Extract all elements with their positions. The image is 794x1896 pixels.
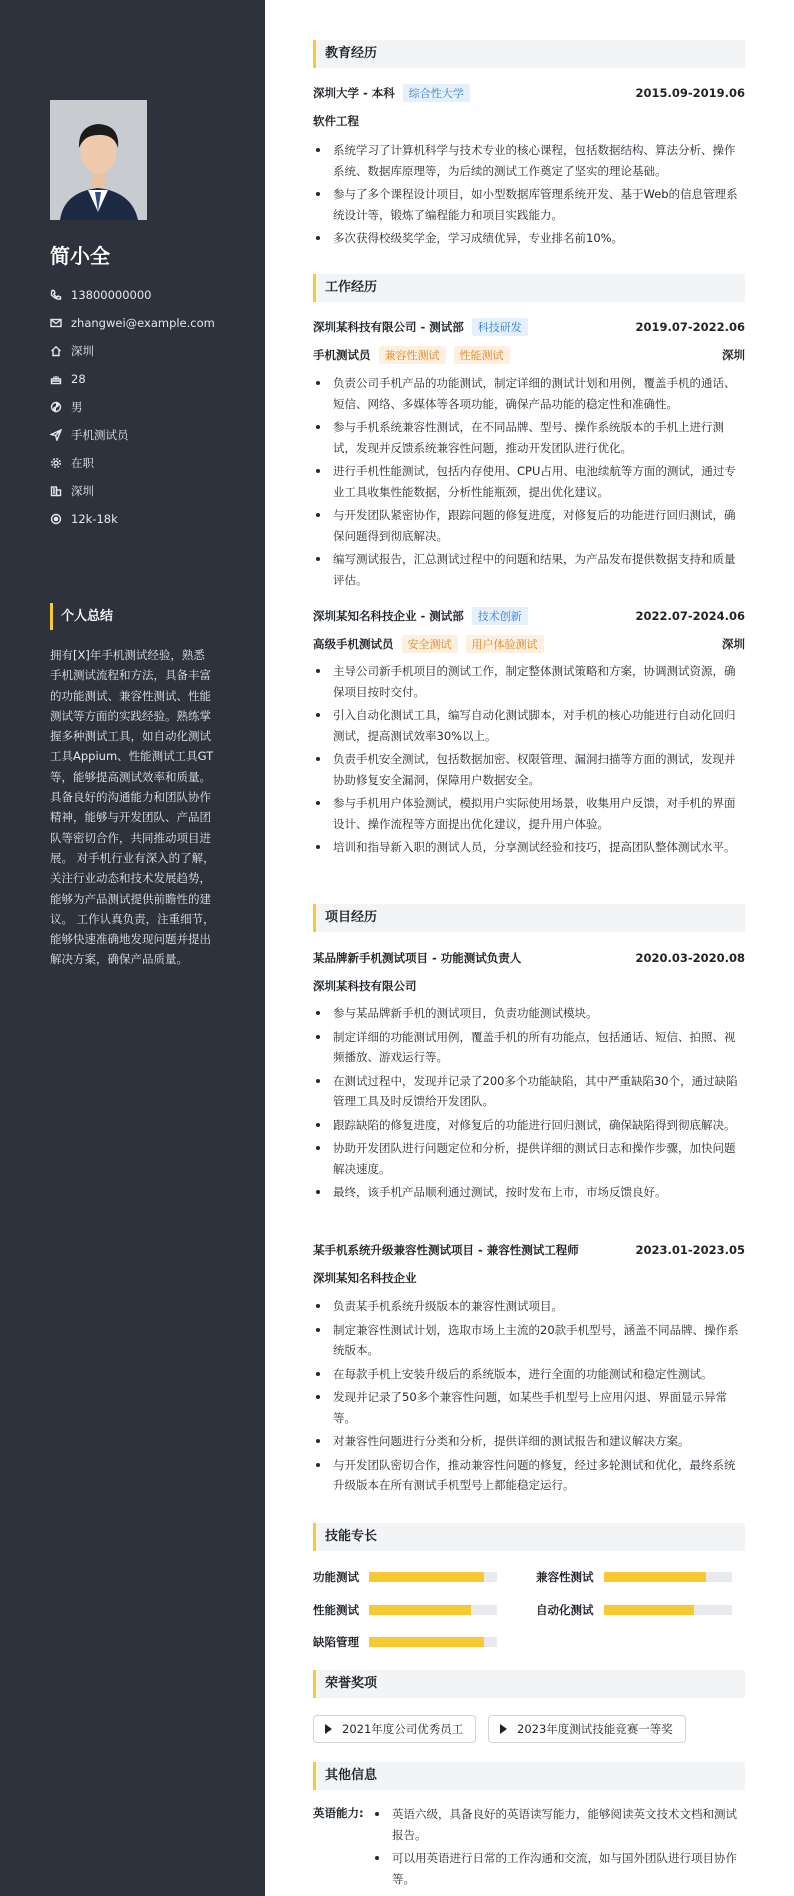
list-item: 在每款手机上安装升级后的系统版本，进行全面的功能测试和稳定性测试。 (313, 1364, 745, 1385)
project2-company: 深圳某知名科技企业 (313, 1271, 417, 1285)
send-icon (50, 429, 62, 441)
list-item: 发现并记录了50多个兼容性问题，如某些手机型号上应用闪退、界面显示异常等。 (313, 1387, 745, 1428)
list-item: 在测试过程中，发现并记录了200多个功能缺陷，其中严重缺陷30个，通过缺陷管理工具及时反馈给开发团队。 (313, 1071, 745, 1112)
list-item: 协助开发团队进行问题定位和分析，提供详细的测试日志和操作步骤，加快问题解决速度。 (313, 1138, 745, 1179)
education-period: 2015.09-2019.06 (635, 86, 745, 100)
info-salary (50, 505, 215, 533)
salary-text: 12k-18k (71, 512, 118, 526)
job1-skill-tag: 兼容性测试 (379, 346, 446, 364)
list-item: 最终，该手机产品顺利通过测试，按时发布上市，市场反馈良好。 (313, 1182, 745, 1203)
info-age (50, 365, 215, 393)
contact-info (50, 281, 215, 533)
job1-bullets (313, 373, 745, 593)
project2-company-row (313, 1269, 745, 1287)
skill-label: 自动化测试 (536, 1603, 594, 1617)
project2-row (313, 1241, 745, 1259)
skill-bar (604, 1605, 732, 1615)
job2-skill-tag: 用户体验测试 (466, 635, 544, 653)
job1-row (313, 318, 745, 336)
coin-icon (50, 513, 62, 525)
list-item: 系统学习了计算机科学与技术专业的核心课程，包括数据结构、算法分析、操作系统、数据库原理等，为后续的测试工作奠定了坚实的理论基础。 (313, 140, 745, 181)
avatar (50, 100, 147, 220)
job2-row (313, 607, 745, 625)
list-item: 与开发团队密切合作，推动兼容性问题的修复，经过多轮测试和优化，最终系统升级版本在所有测试手机型号上都能稳定运行。 (313, 1455, 745, 1496)
skill-label: 缺陷管理 (313, 1635, 359, 1649)
list-item: 主导公司新手机项目的测试工作，制定整体测试策略和方案，协调测试资源，确保项目按时交付。 (313, 661, 745, 702)
play-icon (325, 1724, 332, 1734)
list-item: 可以用英语进行日常的工作沟通和交流，如与国外团队进行项目协作等。 (372, 1848, 745, 1889)
project1-company-row (313, 977, 745, 995)
job1-period: 2019.07-2022.06 (635, 320, 745, 334)
list-item: 参与手机系统兼容性测试，在不同品牌、型号、操作系统版本的手机上进行测试，发现并反馈系统兼容性问题，推动开发团队进行优化。 (313, 417, 745, 458)
award-text: 2021年度公司优秀员工 (342, 1722, 464, 1736)
project1-bullets (313, 1003, 745, 1206)
candidate-name: 简小全 (50, 244, 110, 268)
cake-icon (50, 373, 62, 385)
list-item: 参与手机用户体验测试，模拟用户实际使用场景，收集用户反馈，对手机的界面设计、操作流程等方面提出优化建议，提升用户体验。 (313, 793, 745, 834)
info-position (50, 421, 215, 449)
age-text: 28 (71, 372, 86, 386)
list-item: 负责公司手机产品的功能测试，制定详细的测试计划和用例，覆盖手机的通话、短信、网络、多媒体等各项功能，确保产品功能的稳定性和准确性。 (313, 373, 745, 414)
list-item: 编写测试报告，汇总测试过程中的问题和结果，为产品发布提供数据支持和质量评估。 (313, 549, 745, 590)
info-location (50, 337, 215, 365)
skill-bar-fill (369, 1637, 484, 1647)
skill-bar (369, 1605, 497, 1615)
skill-item (536, 1569, 732, 1585)
gender-icon (50, 401, 62, 413)
avatar-photo (50, 100, 147, 220)
mail-icon (50, 317, 62, 329)
sidebar (0, 0, 265, 1896)
list-item: 负责某手机系统升级版本的兼容性测试项目。 (313, 1296, 745, 1317)
info-city (50, 477, 215, 505)
education-heading: 教育经历 (313, 40, 745, 68)
job2-period: 2022.07-2024.06 (635, 609, 745, 623)
project1-name: 某品牌新手机测试项目 - 功能测试负责人 (313, 951, 522, 965)
info-phone (50, 281, 215, 309)
school-tag: 综合性大学 (403, 84, 470, 102)
skill-bar-fill (369, 1605, 471, 1615)
status-text: 在职 (71, 456, 94, 470)
award-text: 2023年度测试技能竞赛一等奖 (517, 1722, 673, 1736)
home-icon (50, 345, 62, 357)
school-name: 深圳大学 - 本科 (313, 86, 395, 100)
list-item: 参与某品牌新手机的测试项目，负责功能测试模块。 (313, 1003, 745, 1024)
list-item: 制定兼容性测试计划，选取市场上主流的20款手机型号，涵盖不同品牌、操作系统版本。 (313, 1320, 745, 1361)
job1-tag: 科技研发 (472, 318, 528, 336)
skill-item (313, 1569, 497, 1585)
job1-skill-tag: 性能测试 (454, 346, 510, 364)
list-item: 参与了多个课程设计项目，如小型数据库管理系统开发、基于Web的信息管理系统设计等，锻炼了编程能力和项目实践能力。 (313, 184, 745, 225)
list-item: 跟踪缺陷的修复进度，对修复后的功能进行回归测试，确保缺陷得到彻底解决。 (313, 1115, 745, 1136)
list-item: 制定详细的功能测试用例，覆盖手机的所有功能点，包括通话、短信、拍照、视频播放、游戏运行等。 (313, 1027, 745, 1068)
info-gender (50, 393, 215, 421)
skill-label: 兼容性测试 (536, 1570, 594, 1584)
job2-skill-tag: 安全测试 (402, 635, 458, 653)
education-row (313, 84, 745, 102)
skill-bar (604, 1572, 732, 1582)
phone-icon (50, 289, 62, 301)
list-item: 英语六级，具备良好的英语读写能力，能够阅读英文技术文档和测试报告。 (372, 1804, 745, 1845)
job2-tag: 技术创新 (472, 607, 528, 625)
location-text: 深圳 (71, 344, 94, 358)
position-text: 手机测试员 (71, 428, 129, 442)
award-badge (488, 1715, 686, 1743)
info-email (50, 309, 215, 337)
project1-company: 深圳某科技有限公司 (313, 979, 417, 993)
play-icon (500, 1724, 507, 1734)
list-item: 负责手机安全测试，包括数据加密、权限管理、漏洞扫描等方面的测试，发现并协助修复安全漏洞，保障用户数据安全。 (313, 749, 745, 790)
skill-bar (369, 1637, 497, 1647)
skill-label: 功能测试 (313, 1570, 359, 1584)
major-name: 软件工程 (313, 114, 359, 128)
skills-heading: 技能专长 (313, 1523, 745, 1551)
list-item: 对兼容性问题进行分类和分析，提供详细的测试报告和建议解决方案。 (313, 1431, 745, 1452)
other-bullets (372, 1804, 745, 1892)
job2-role: 高级手机测试员 (313, 637, 394, 651)
skill-bar-fill (604, 1572, 706, 1582)
list-item: 引入自动化测试工具，编写自动化测试脚本，对手机的核心功能进行自动化回归测试，提高测试效率30%以上。 (313, 705, 745, 746)
project2-bullets (313, 1296, 745, 1499)
skill-item (536, 1602, 732, 1618)
skill-bar (369, 1572, 497, 1582)
gear-icon (50, 457, 62, 469)
list-item: 与开发团队紧密协作，跟踪问题的修复进度，对修复后的功能进行回归测试，确保问题得到彻底解决。 (313, 505, 745, 546)
project1-period: 2020.03-2020.08 (635, 951, 745, 965)
info-status (50, 449, 215, 477)
city-text: 深圳 (71, 484, 94, 498)
project2-name: 某手机系统升级兼容性测试项目 - 兼容性测试工程师 (313, 1243, 579, 1257)
building-icon (50, 485, 62, 497)
work-heading: 工作经历 (313, 274, 745, 302)
other-heading: 其他信息 (313, 1762, 745, 1790)
summary-heading: 个人总结 (50, 603, 113, 630)
skill-item (313, 1634, 497, 1650)
job2-bullets (313, 661, 745, 861)
project1-row (313, 949, 745, 967)
education-bullets (313, 140, 745, 252)
english-label: 英语能力: (313, 1806, 364, 1820)
gender-text: 男 (71, 400, 83, 414)
summary-text: 拥有[X]年手机测试经验，熟悉手机测试流程和方法，具备丰富的功能测试、兼容性测试、性能测试等方面的实践经验。熟练掌握多种测试工具，如自动化测试工具Appium、性能测试工具GT等，能够提高测试效率和质量。 具备良好的沟通能力和团队协作精神，能够与开发团队、产品团队等密切合作，共同推动项目进展。 对手机行业有深入的了解，关注行业动态和技术发展趋势，能够为产品测试提供前瞻性的建议。 工作认真负责，注重细节，能够快速准确地发现问题并提出解决方案，确保产品质量。 (50, 648, 215, 967)
skill-bar-fill (369, 1572, 484, 1582)
list-item: 多次获得校级奖学金，学习成绩优异，专业排名前10%。 (313, 228, 745, 249)
job1-role: 手机测试员 (313, 348, 371, 362)
job1-city: 深圳 (722, 348, 745, 362)
award-badge (313, 1715, 476, 1743)
projects-heading: 项目经历 (313, 904, 745, 932)
skill-bar-fill (604, 1605, 694, 1615)
job1-role-row (313, 346, 745, 364)
skill-item (313, 1602, 497, 1618)
email-text: zhangwei@example.com (71, 316, 215, 330)
job2-company: 深圳某知名科技企业 - 测试部 (313, 609, 464, 623)
list-item: 进行手机性能测试，包括内存使用、CPU占用、电池续航等方面的测试，通过专业工具收集性能数据，分析性能瓶颈，提出优化建议。 (313, 461, 745, 502)
phone-text: 13800000000 (71, 288, 152, 302)
project2-period: 2023.01-2023.05 (635, 1243, 745, 1257)
skill-label: 性能测试 (313, 1603, 359, 1617)
job2-role-row (313, 635, 745, 653)
list-item: 培训和指导新入职的测试人员，分享测试经验和技巧，提高团队整体测试水平。 (313, 837, 745, 858)
major-row (313, 112, 745, 130)
job1-company: 深圳某科技有限公司 - 测试部 (313, 320, 464, 334)
job2-city: 深圳 (722, 637, 745, 651)
honors-heading: 荣誉奖项 (313, 1670, 745, 1698)
